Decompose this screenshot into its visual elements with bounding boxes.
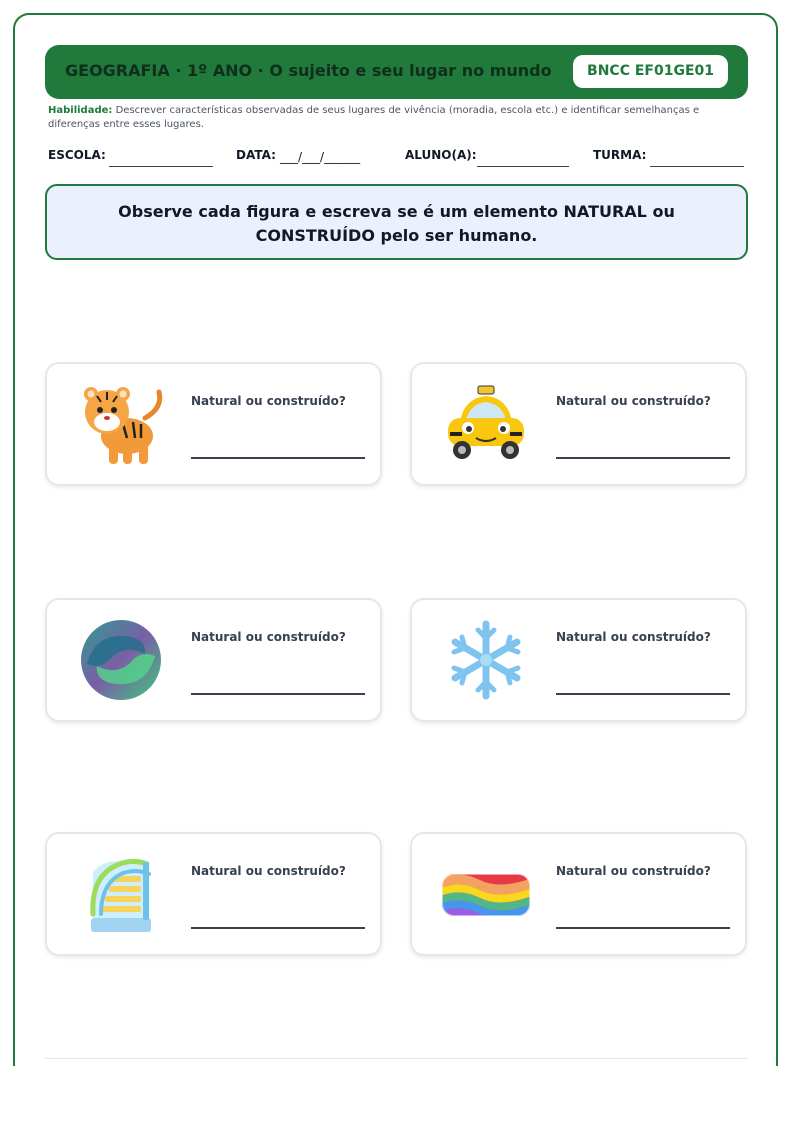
turma-field[interactable] xyxy=(650,166,744,167)
answer-line[interactable] xyxy=(191,693,365,695)
bottom-mask xyxy=(0,1066,791,1130)
answer-line[interactable] xyxy=(556,927,730,929)
answer-line[interactable] xyxy=(556,457,730,459)
instruction-box xyxy=(45,184,748,260)
header-bar xyxy=(45,45,748,99)
abstract-swirl-icon xyxy=(75,614,167,706)
rainbow-cushion-icon xyxy=(440,848,532,940)
card-rainbow xyxy=(410,832,747,956)
answer-line[interactable] xyxy=(556,693,730,695)
student-fields xyxy=(48,148,748,170)
card-taxi xyxy=(410,362,747,486)
instruction-line-1: Observe cada figura e escreva se é um elemento NATURAL ou xyxy=(118,202,675,221)
data-field[interactable]: ___/___/______ xyxy=(280,150,361,164)
card-question: Natural ou construído? xyxy=(191,394,346,408)
answer-line[interactable] xyxy=(191,927,365,929)
data-label: DATA: xyxy=(236,148,276,162)
card-staircase xyxy=(45,832,382,956)
turma-label: TURMA: xyxy=(593,148,647,162)
card-tiger xyxy=(45,362,382,486)
tiger-icon xyxy=(75,378,167,470)
playground-staircase-icon xyxy=(75,848,167,940)
aluno-field[interactable] xyxy=(477,166,569,167)
taxi-car-icon xyxy=(440,378,532,470)
bncc-badge: BNCC EF01GE01 xyxy=(573,55,728,88)
footer-divider xyxy=(45,1058,748,1059)
skill-text: Descrever características observadas de seus lugares de vivência (moradia, escola etc.) e identificar semelhanças e diferenças entre esses lugares. xyxy=(48,105,700,130)
skill-description xyxy=(48,104,738,132)
card-question: Natural ou construído? xyxy=(556,864,711,878)
card-question: Natural ou construído? xyxy=(556,394,711,408)
skill-label: Habilidade: xyxy=(48,105,113,116)
card-question: Natural ou construído? xyxy=(556,630,711,644)
escola-label: ESCOLA: xyxy=(48,148,106,162)
card-snowflake xyxy=(410,598,747,722)
instruction-text xyxy=(67,200,726,248)
card-question: Natural ou construído? xyxy=(191,630,346,644)
instruction-line-2: CONSTRUÍDO pelo ser humano. xyxy=(255,226,538,245)
card-swirl xyxy=(45,598,382,722)
snowflake-icon xyxy=(440,614,532,706)
answer-line[interactable] xyxy=(191,457,365,459)
page-title: GEOGRAFIA · 1º ANO · O sujeito e seu lugar no mundo xyxy=(65,61,552,80)
escola-field[interactable] xyxy=(109,166,213,167)
aluno-label: ALUNO(A): xyxy=(405,148,477,162)
card-question: Natural ou construído? xyxy=(191,864,346,878)
